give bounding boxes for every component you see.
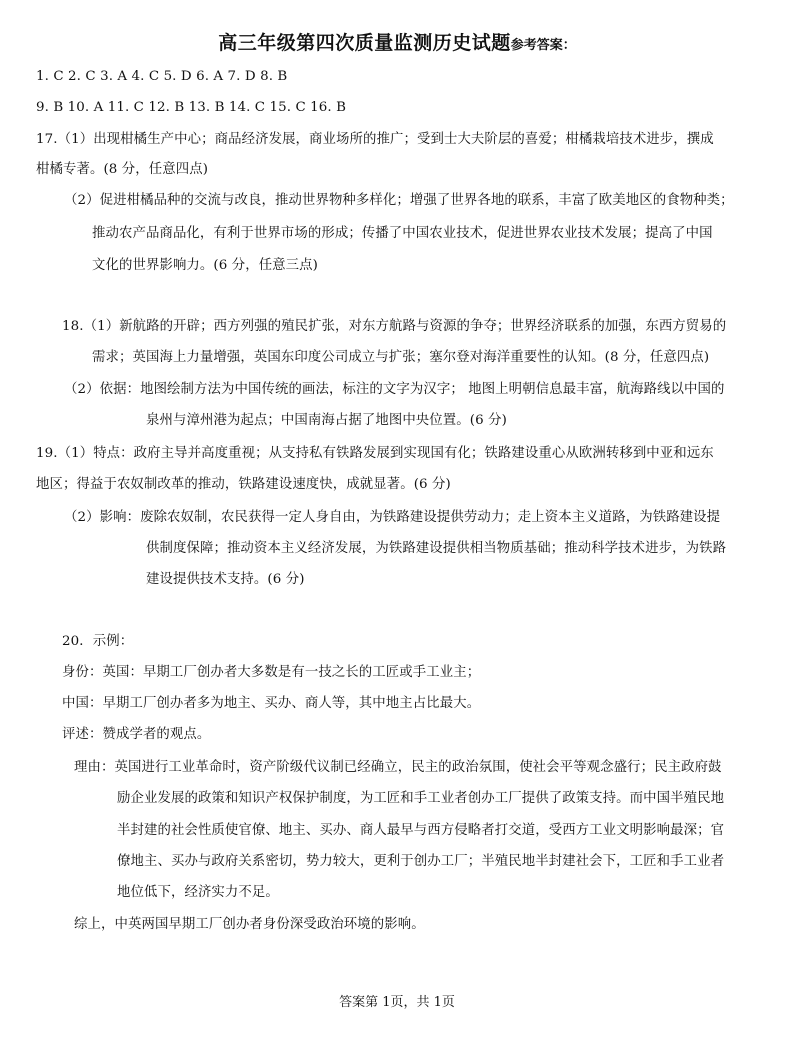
q19-part1-line1: 19.（1）特点：政府主导并高度重视；从支持私有铁路发展到实现国有化；铁路建设重心从欧洲转移到中亚和远东 — [36, 446, 714, 461]
q18-part2-line2: 泉州与漳州港为起点；中国南海占据了地图中央位置。(6 分) — [146, 413, 507, 428]
page-footer: 答案第 1页，共 1页 — [339, 995, 455, 1010]
title-main: 高三年级第四次质量监测历史试题 — [218, 32, 511, 54]
page-title — [0, 28, 794, 55]
q20-identity-line: 身份：英国：早期工厂创办者大多数是有一技之长的工匠或手工业主； — [62, 665, 481, 680]
q19-part1-line2: 地区；得益于农奴制改革的推动，铁路建设速度快，成就显著。(6 分) — [36, 477, 451, 492]
q17-part1-line1: 17.（1）出现柑橘生产中心；商品经济发展，商业场所的推广；受到士大夫阶层的喜爱；柑橘栽培技术进步，撰成 — [36, 132, 714, 147]
q17-part2-line1: （2）促进柑橘品种的交流与改良，推动世界物种多样化；增强了世界各地的联系，丰富了欧美地区的食物种类； — [64, 193, 734, 208]
q18-part1-line1: 18.（1）新航路的开辟；西方列强的殖民扩张，对东方航路与资源的争夺；世界经济联系的加强，东西方贸易的 — [62, 319, 727, 334]
q20-heading: 20．示例： — [62, 634, 134, 649]
q17-part1-line2: 柑橘专著。(8 分，任意四点) — [36, 162, 209, 177]
q17-part2-line3: 文化的世界影响力。(6 分，任意三点) — [92, 258, 318, 273]
q20-reason-line3: 半封建的社会性质使官僚、地主、买办、商人最早与西方侵略者打交道，受西方工业文明影响最深；官 — [117, 823, 725, 838]
q18-part2-line1: （2）依据：地图绘制方法为中国传统的画法，标注的文字为汉字； 地图上明朝信息最丰富，航海路线以中国的 — [64, 382, 725, 397]
q20-summary-line: 综上，中英两国早期工厂创办者身份深受政治环境的影响。 — [74, 917, 425, 932]
q20-comment-line: 评述：赞成学者的观点。 — [62, 727, 211, 742]
title-sub: 参考答案： — [510, 38, 576, 53]
q20-china-line: 中国：早期工厂创办者多为地主、买办、商人等，其中地主占比最大。 — [62, 696, 481, 711]
q20-reason-line5: 地位低下，经济实力不足。 — [117, 885, 279, 900]
q19-part2-line1: （2）影响：废除农奴制，农民获得一定人身自由，为铁路建设提供劳动力；走上资本主义道路，为铁路建设提 — [64, 510, 721, 525]
mc-answers-row-1: 1. C 2. C 3. A 4. C 5. D 6. A 7. D 8. B — [36, 69, 288, 84]
mc-answers-row-2: 9. B 10. A 11. C 12. B 13. B 14. C 15. C 16. B — [36, 100, 347, 115]
q19-part2-line3: 建设提供技术支持。(6 分) — [146, 572, 305, 587]
q20-reason-line2: 励企业发展的政策和知识产权保护制度，为工匠和手工业者创办工厂提供了政策支持。而中国半殖民地 — [117, 791, 725, 806]
q19-part2-line2: 供制度保障；推动资本主义经济发展，为铁路建设提供相当物质基础；推动科学技术进步，为铁路 — [146, 541, 727, 556]
q17-part2-line2: 推动农产品商品化，有利于世界市场的形成；传播了中国农业技术，促进世界农业技术发展；提高了中国 — [92, 226, 713, 241]
q18-part1-line2: 需求；英国海上力量增强，英国东印度公司成立与扩张；塞尔登对海洋重要性的认知。(8 分，任意四点) — [92, 350, 710, 365]
q20-reason-line4: 僚地主、买办与政府关系密切，势力较大，更利于创办工厂；半殖民地半封建社会下，工匠和手工业者 — [117, 854, 725, 869]
q20-reason-line1: 理由：英国进行工业革命时，资产阶级代议制已经确立，民主的政治氛围，使社会平等观念盛行；民主政府鼓 — [74, 760, 722, 775]
